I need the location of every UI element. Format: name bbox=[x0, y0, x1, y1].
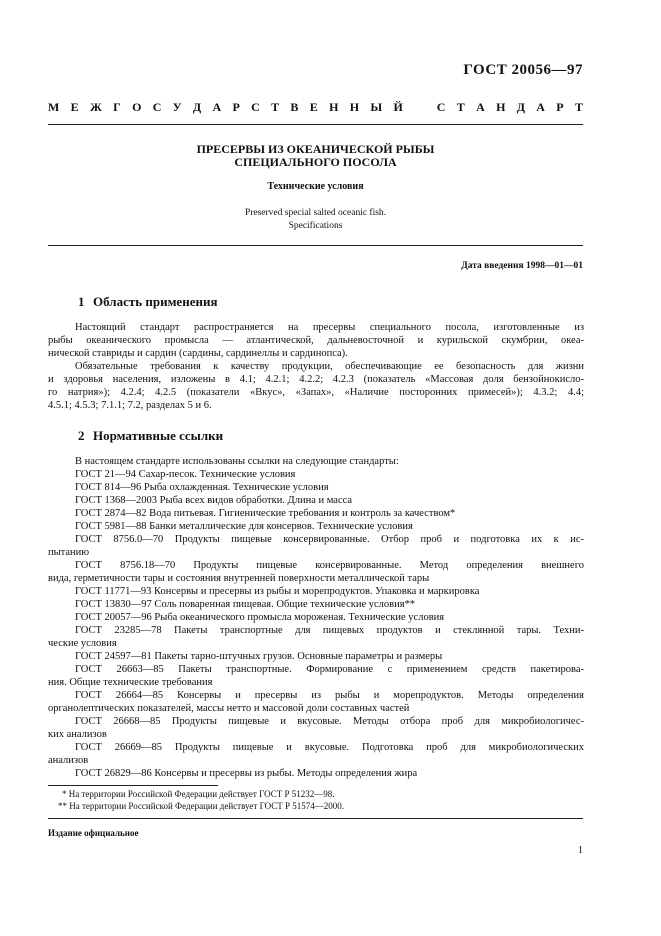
english-title-line-1: Preserved special salted oceanic fish. bbox=[244, 208, 387, 218]
reference-item: ГОСТ 5981—88 Банки металлические для консервов. Технические условия bbox=[75, 521, 413, 532]
reference-item: ГОСТ 1368—2003 Рыба всех видов обработки. Длина и масса bbox=[75, 495, 353, 506]
interstate-letter: Ы bbox=[370, 100, 383, 114]
reference-item: ГОСТ 26668—85 Продукты пищевые и вкусовые. Методы отбора проб для микробиологичес- bbox=[75, 716, 584, 727]
interstate-letter: С bbox=[152, 100, 162, 114]
document-title bbox=[48, 143, 583, 169]
section-2-title: Нормативные ссылки bbox=[93, 428, 224, 443]
reference-item: ГОСТ 21—94 Сахар-песок. Технические условия bbox=[75, 469, 296, 480]
document-subtitle: Технические условия bbox=[267, 181, 364, 192]
interstate-letter: Н bbox=[329, 100, 339, 114]
interstate-standard-heading bbox=[48, 100, 583, 115]
s1-p2-line-2: и здоровья населения, изложены в 4.1; 4.2.1; 4.2.2; 4.2.3 (показатель «Массовая доля бензойнокисло- bbox=[48, 374, 584, 385]
reference-continuation: пытанию bbox=[48, 547, 90, 558]
reference-item: ГОСТ 26669—85 Продукты пищевые и вкусовые. Подготовка проб для микробиологических bbox=[75, 742, 584, 753]
reference-item: ГОСТ 26664—85 Консервы и пресервы из рыбы и морепродуктов. Методы определения bbox=[75, 690, 584, 701]
section-1-number: 1 bbox=[78, 294, 85, 309]
interstate-letter: Е bbox=[70, 100, 79, 114]
interstate-letter: А bbox=[476, 100, 485, 114]
interstate-letter: Ж bbox=[89, 100, 102, 114]
interstate-letter: Т bbox=[456, 100, 465, 114]
english-title-line-2: Specifications bbox=[288, 221, 343, 231]
bottom-rule bbox=[48, 818, 583, 819]
interstate-letter: Н bbox=[349, 100, 360, 114]
s1-p1-line-1: Настоящий стандарт распространяется на пресервы специального посола, изготовленные из bbox=[75, 322, 584, 333]
s1-p2-line-4: 4.5.1; 4.5.3; 7.1.1; 7.2, разделах 5 и 6. bbox=[48, 400, 212, 411]
reference-item: ГОСТ 814—96 Рыба охлажденная. Технические условия bbox=[75, 482, 329, 493]
reference-item: ГОСТ 23285—78 Пакеты транспортные для пищевых продуктов и стеклянной тары. Техни- bbox=[75, 625, 584, 636]
interstate-letter: У bbox=[172, 100, 182, 114]
title-line-1: ПРЕСЕРВЫ ИЗ ОКЕАНИЧЕСКОЙ РЫБЫ bbox=[196, 142, 435, 156]
middle-rule bbox=[48, 245, 583, 246]
interstate-letter: А bbox=[536, 100, 545, 114]
s2-intro: В настоящем стандарте использованы ссылки на следующие стандарты: bbox=[75, 456, 399, 467]
s1-p2-line-3: го натрия»); 4.2.4; 4.2.5 (показатели «Вкус», «Запах», «Наличие посторонних примесей»); 4.3.2; 4.4; bbox=[48, 387, 584, 398]
reference-item: ГОСТ 11771—93 Консервы и пресервы из рыбы и морепродуктов. Упаковка и маркировка bbox=[75, 586, 480, 597]
interstate-letter: Т bbox=[574, 100, 583, 114]
reference-item: ГОСТ 24597—81 Пакеты тарно-штучных грузов. Основные параметры и размеры bbox=[75, 651, 443, 662]
section-1-title: Область применения bbox=[93, 294, 218, 309]
s1-p1-line-2: рыбы океанического промысла — атлантической, дальневосточной и курильской скумбрии, океа- bbox=[48, 335, 584, 346]
page-number: 1 bbox=[578, 845, 583, 856]
reference-item: ГОСТ 26829—86 Консервы и пресервы из рыбы. Методы определения жира bbox=[75, 768, 418, 779]
reference-continuation: ния. Общие технические требования bbox=[48, 677, 213, 688]
s1-p2-line-1: Обязательные требования к качеству продукции, обеспечивающие ее безопасность для жизни bbox=[75, 361, 584, 372]
reference-continuation: вида, герметичности тары и состояния внутренней поверхности металлической тары bbox=[48, 573, 430, 584]
interstate-letter: Д bbox=[516, 100, 525, 114]
interstate-letter: А bbox=[212, 100, 222, 114]
section-2-heading bbox=[78, 428, 223, 444]
reference-item: ГОСТ 2874—82 Вода питьевая. Гигиенические требования и контроль за качеством* bbox=[75, 508, 456, 519]
footnote-2: ** На территории Российской Федерации действует ГОСТ Р 51574—2000. bbox=[58, 801, 344, 811]
interstate-letter: О bbox=[132, 100, 142, 114]
interstate-letter: С bbox=[251, 100, 260, 114]
interstate-letter: Р bbox=[556, 100, 564, 114]
reference-continuation: анализов bbox=[48, 755, 89, 766]
reference-item: ГОСТ 13830—97 Соль поваренная пищевая. Общие технические условия** bbox=[75, 599, 416, 610]
interstate-letter: Т bbox=[271, 100, 280, 114]
reference-continuation: органолептических показателей, массы нетто и массовой доли составных частей bbox=[48, 703, 410, 714]
interstate-letter: М bbox=[48, 100, 60, 114]
footnote-1: * На территории Российской Федерации действует ГОСТ Р 51232—98. bbox=[62, 789, 335, 799]
footnote-rule bbox=[48, 785, 218, 786]
reference-item: ГОСТ 8756.18—70 Продукты пищевые консервированные. Метод определения внешнего bbox=[75, 560, 584, 571]
interstate-letter: Н bbox=[496, 100, 506, 114]
interstate-letter: Д bbox=[192, 100, 202, 114]
interstate-letter: Г bbox=[113, 100, 121, 114]
english-title bbox=[48, 207, 583, 233]
interstate-letter: В bbox=[290, 100, 299, 114]
interstate-letter: С bbox=[436, 100, 446, 114]
title-line-2: СПЕЦИАЛЬНОГО ПОСОЛА bbox=[234, 155, 397, 169]
reference-item: ГОСТ 20057—96 Рыба океанического промысла мороженая. Технические условия bbox=[75, 612, 445, 623]
reference-item: ГОСТ 8756.0—70 Продукты пищевые консервированные. Отбор проб и подготовка их к ис- bbox=[75, 534, 584, 545]
top-rule bbox=[48, 124, 583, 125]
section-1-heading bbox=[78, 294, 217, 310]
section-2-number: 2 bbox=[78, 428, 85, 443]
interstate-letter: Р bbox=[232, 100, 240, 114]
reference-continuation: ческие условия bbox=[48, 638, 117, 649]
s1-p1-line-3: нической ставриды и сардин (сардины, сардинеллы и сардинопса). bbox=[48, 348, 348, 359]
reference-item: ГОСТ 26663—85 Пакеты транспортные. Формирование с применением средств пакетирова- bbox=[75, 664, 584, 675]
interstate-letter: Е bbox=[309, 100, 318, 114]
introduction-date: Дата введения 1998—01—01 bbox=[461, 261, 583, 271]
reference-continuation: ких анализов bbox=[48, 729, 107, 740]
interstate-letter: Й bbox=[393, 100, 403, 114]
edition-label: Издание официальное bbox=[48, 828, 139, 838]
document-code: ГОСТ 20056—97 bbox=[463, 62, 583, 78]
